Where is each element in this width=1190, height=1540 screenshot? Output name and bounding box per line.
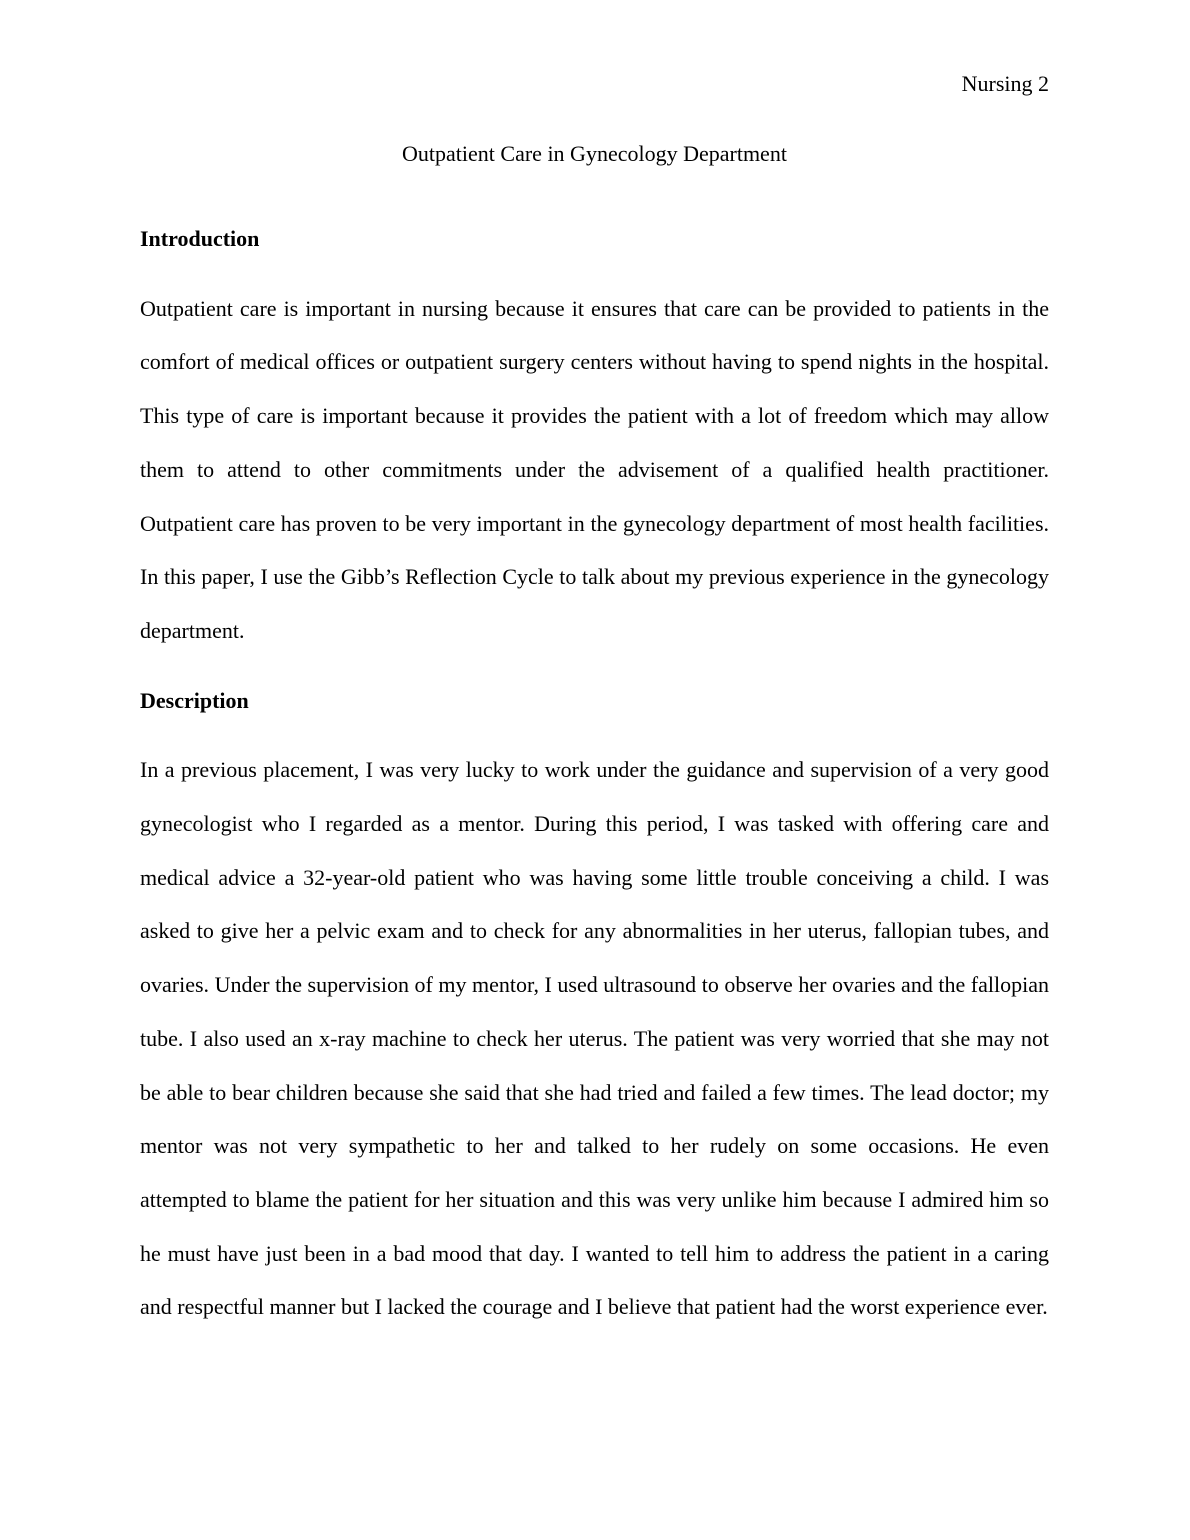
section-heading: Description bbox=[140, 687, 249, 713]
section-description bbox=[140, 658, 1049, 1334]
document-body bbox=[140, 196, 1049, 1334]
running-head: Nursing 2 bbox=[961, 71, 1049, 96]
section-heading: Introduction bbox=[140, 226, 260, 251]
document-title: Outpatient Care in Gynecology Department bbox=[402, 141, 787, 166]
section-paragraph: Outpatient care is important in nursing because it ensures that care can be provided to patients in the comfort of medical offices or outpatient surgery centers without having to spend nights in the hospital. This type of care is important because it provides the patient with a lot of freedom which may allow them to attend to other commitments under the advisement of a qualified health practitioner. Outpatient care has proven to be very important in the gynecology department of most health facilities. In this paper, I use the Gibb’s Reflection Cycle to talk about my previous experience in the gynecology department. bbox=[140, 295, 1049, 643]
section-paragraph: In a previous placement, I was very lucky to work under the guidance and supervision of a very good gynecologist who I regarded as a mentor. During this period, I was tasked with offering care and medical advice a 32-year-old patient who was having some little trouble conceiving a child. I was asked to give her a pelvic exam and to check for any abnormalities in her uterus, fallopian tubes, and ovaries. Under the supervision of my mentor, I used ultrasound to observe her ovaries and the fallopian tube. I also used an x-ray machine to check her uterus. The patient was very worried that she may not be able to bear children because she said that she had tried and failed a few times. The lead doctor; my mentor was not very sympathetic to her and talked to her rudely on some occasions. He even attempted to blame the patient for her situation and this was very unlike him because I admired him so he must have just been in a bad mood that day. I wanted to tell him to address the patient in a caring and respectful manner but I lacked the courage and I believe that patient had the worst experience ever. bbox=[140, 757, 1049, 1320]
section-introduction bbox=[140, 196, 1049, 658]
